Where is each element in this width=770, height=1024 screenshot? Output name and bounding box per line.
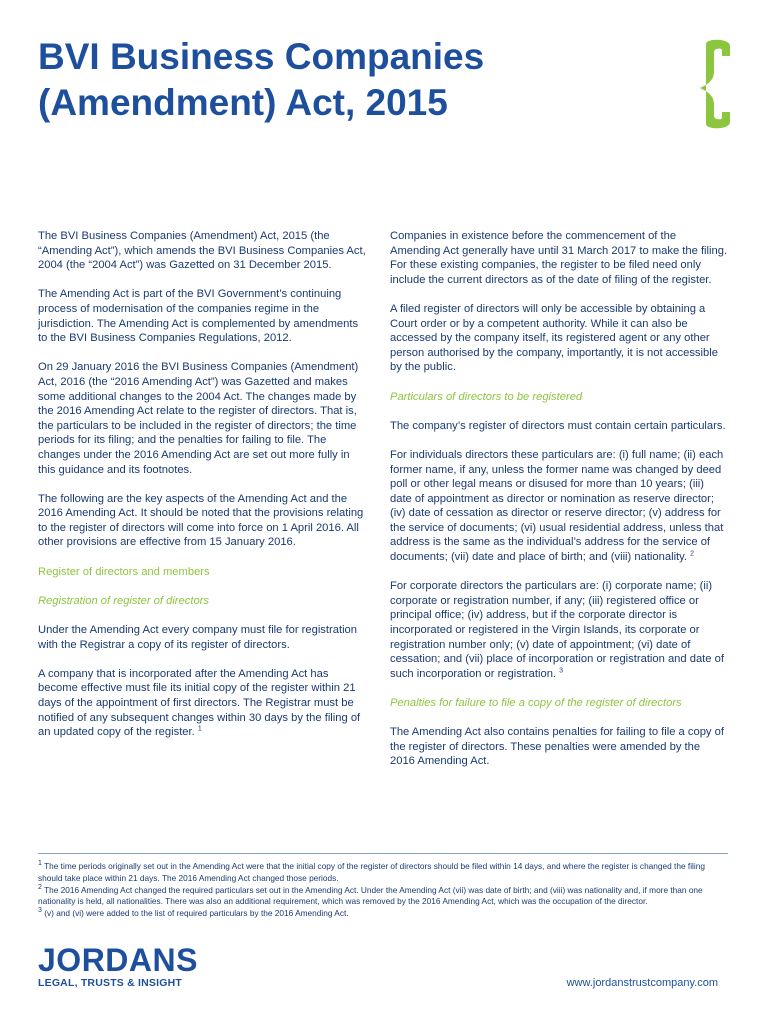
footnote-ref: 1 [197, 725, 202, 733]
right-column [390, 229, 728, 784]
footnote: $^1$ The time periods originally set out in the Amending Act were that the initial copy of the register of directors should be filed within 14 days, and where the register is changed the filing should take place within 21 days. The 2016 Amending Act changed those periods. [38, 860, 705, 883]
left-column [38, 229, 368, 754]
filing-requirement-paragraph: Under the Amending Act every company must file for registration with the Registrar a copy of its register of directors. [38, 624, 357, 651]
footnotes [38, 861, 728, 920]
footnote-ref: 2 [690, 550, 695, 558]
subsection-heading: Penalties for failure to file a copy of the register of directors [390, 697, 682, 709]
time-period-paragraph [38, 667, 368, 740]
footnote: $^3$ (v) and (vi) were added to the list of required particulars by the 2016 Amending Act. [38, 907, 349, 919]
particulars-intro-paragraph: The company’s register of directors must contain certain particulars. [390, 419, 726, 432]
subsection-heading: Registration of register of directors [38, 594, 209, 607]
jordans-j-mark-icon [694, 36, 736, 132]
subsection-heading: Particulars of directors to be registered [390, 390, 583, 403]
brand-tagline: LEGAL, TRUSTS & INSIGHT [38, 977, 183, 989]
footnote: $^2$ The 2016 Amending Act changed the required particulars set out in the Amending Act. Under the Amending Act (vii) was date of birth; and (viii) was nationality and, if more than one nationality is held, all nationalities. There was also an additional requirement, which was removed by the 2016 Amending Act, which was the occupation of the director. [38, 883, 703, 907]
title-line-1: BVI Business Companies [38, 36, 485, 77]
intro-paragraph: The BVI Business Companies (Amendment) Act, 2015 (the “Amending Act”), which amends the BVI Business Companies Act, 2004 (the “2004 Act”) was Gazetted on 31 December 2015. [38, 230, 366, 272]
individual-directors-paragraph [390, 448, 728, 565]
key-aspects-paragraph: The following are the key aspects of the Amending Act and the 2016 Amending Act. It should be noted that the provisions relating to the register of directors will come into force on 1 April 2016. All other provisions are effective from 15 January 2016. [38, 492, 364, 549]
footnote-divider [38, 853, 728, 854]
title-line-2: (Amendment) Act, 2015 [38, 82, 448, 123]
corporate-directors-paragraph [390, 579, 728, 681]
page-title [38, 34, 598, 126]
penalties-paragraph: The Amending Act also contains penalties for failing to file a copy of the register of directors. These penalties were amended by the 2016 Amending Act. [390, 726, 724, 768]
time-period-text: A company that is incorporated after the Amending Act has become effective must file its initial copy of the register within 21 days of the appointment of first directors. The Registrar must be notified of any subsequent changes within 30 days by the filing of an updated copy of the register. [38, 667, 361, 739]
accessibility-paragraph: A filed register of directors will only be accessible by obtaining a Court order or by a competent authority. While it can also be accessed by the company itself, its registered agent or any other person authorised by the company, importantly, it is not accessible by the public. [390, 302, 718, 374]
individual-directors-text: For individuals directors these particulars are: (i) full name; (ii) each former name, if any, unless the former name was changed by deed poll or other legal means or disused for more than 10 years; (iii) date of appointment as director or nomination as reserve director; (iv) date of cessation as director or reserve director; (v) address for the service of documents; (vi) usual residential address, unless that address is the same as the individual’s address for the service of documents; (vii) date and place of birth; and (viii) nationality. [390, 448, 724, 564]
existing-companies-paragraph: Companies in existence before the commencement of the Amending Act generally have until 31 March 2017 to make the filing. For these existing companies, the register to be filed need only include the current directors as of the date of filing of the register. [390, 230, 728, 286]
corporate-directors-text: For corporate directors the particulars are: (i) corporate name; (ii) corporate or registration number, if any; (iii) registered office or principal office; (iv) address, but if the corporate director is incorporated or registered in the Virgin Islands, its corporate or registration number only; (v) date of appointment; (vi) date of cessation; and (vii) place of incorporation or registration and date of such incorporation or registration. [390, 580, 724, 680]
modernisation-paragraph: The Amending Act is part of the BVI Government’s continuing process of modernisation of the companies regime in the jurisdiction. The Amending Act is complemented by amendments to the BVI Business Companies Regulations, 2012. [38, 288, 359, 345]
amending-act-2016-paragraph: On 29 January 2016 the BVI Business Companies (Amendment) Act, 2016 (the “2016 Amending Act”) was Gazetted and makes some additional changes to the 2004 Act. The changes made by the 2016 Amending Act relate to the register of directors. That is, the particulars to be included in the register of directors; the time periods for its filing; and the penalties for failing to file. The changes under the 2016 Amending Act are set out more fully in this guidance and its footnotes. [38, 361, 359, 476]
footnote-ref: 3 [559, 667, 564, 675]
website-url: www.jordanstrustcompany.com [566, 977, 718, 989]
brand-logo [38, 944, 198, 990]
section-heading: Register of directors and members [38, 565, 210, 578]
brand-name: JORDANS [38, 942, 198, 978]
